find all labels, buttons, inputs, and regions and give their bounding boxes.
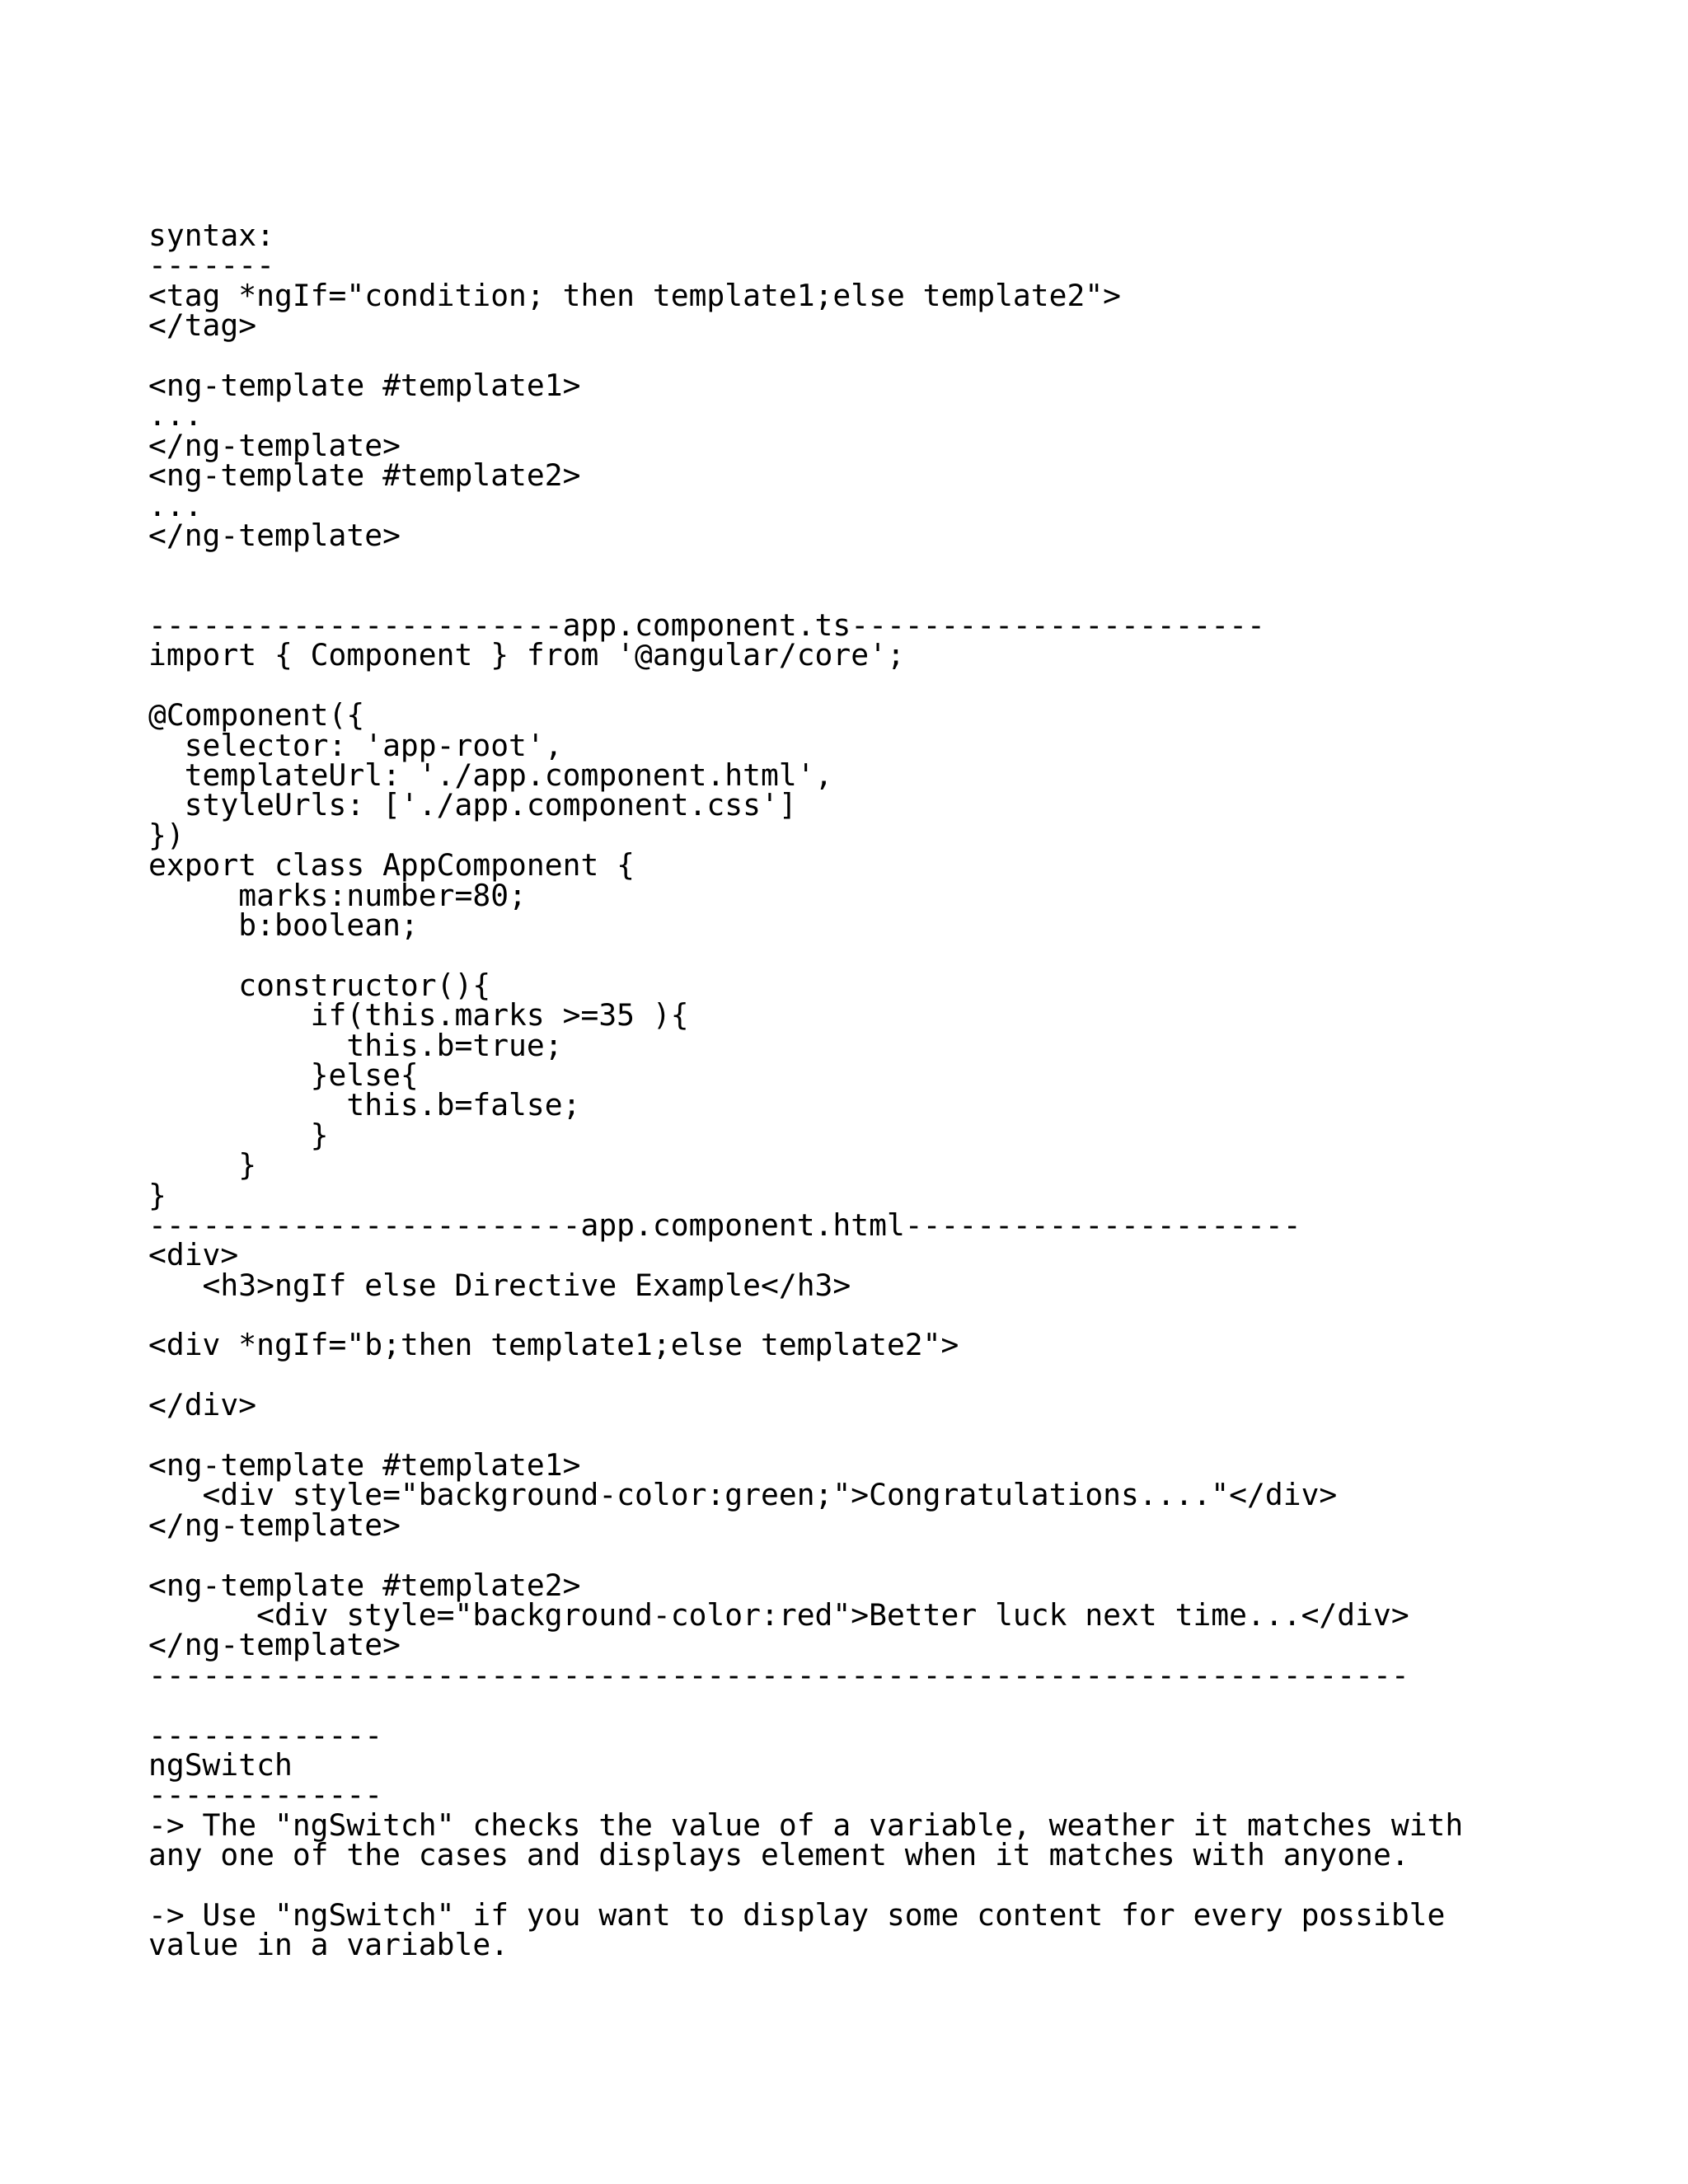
document-line <box>148 1690 1463 1720</box>
document-line: @Component({ <box>148 697 365 733</box>
document-line: -> The "ngSwitch" checks the value of a variable, weather it matches with <box>148 1807 1464 1843</box>
document-text <box>148 218 1464 1963</box>
document-line: ngSwitch <box>148 1746 293 1783</box>
document-line: }) <box>148 817 185 853</box>
document-line: } <box>148 1147 257 1183</box>
document-line: <h3>ngIf else Directive Example</h3> <box>148 1267 851 1303</box>
document-line <box>148 1870 1463 1900</box>
document-line: } <box>148 1177 166 1213</box>
document-line: -----------------------app.component.ts----------------------- <box>148 607 1265 644</box>
document-line <box>148 1361 1463 1390</box>
document-line: import { Component } from '@angular/core'; <box>148 637 905 673</box>
document-line: <div style="background-color:green;">Congratulations...."</div> <box>148 1477 1338 1513</box>
document-line <box>148 940 1463 970</box>
document-line: ------- <box>148 247 274 284</box>
document-line: selector: 'app-root', <box>148 727 563 763</box>
document-line: marks:number=80; <box>148 877 527 913</box>
document-line: <ng-template #template2> <box>148 1567 581 1603</box>
document-line <box>148 581 1463 611</box>
document-line: ---------------------------------------------------------------------- <box>148 1657 1409 1693</box>
document-line <box>148 341 1463 371</box>
document-line: ------------- <box>148 1717 383 1753</box>
document-line: </ng-template> <box>148 1627 401 1663</box>
document-line: ... <box>148 397 203 434</box>
document-line: <ng-template #template1> <box>148 367 581 403</box>
document-line: </div> <box>148 1387 257 1423</box>
document-line <box>148 1301 1463 1330</box>
document-line: </ng-template> <box>148 517 401 553</box>
document-line: constructor(){ <box>148 967 491 1003</box>
document-line: styleUrls: ['./app.component.css'] <box>148 787 797 823</box>
document-line: export class AppComponent { <box>148 847 635 883</box>
document-line: this.b=true; <box>148 1027 563 1063</box>
document-line: </ng-template> <box>148 1507 401 1543</box>
document-line <box>148 671 1463 701</box>
document-line: templateUrl: './app.component.html', <box>148 757 833 794</box>
document-line: <div> <box>148 1237 239 1273</box>
document-line: any one of the cases and displays element when it matches with anyone. <box>148 1837 1409 1873</box>
document-line: syntax: <box>148 218 274 253</box>
document-line: this.b=false; <box>148 1087 581 1123</box>
document-line: <tag *ngIf="condition; then template1;else template2"> <box>148 277 1122 313</box>
document-line: value in a variable. <box>148 1927 509 1963</box>
document-line: </ng-template> <box>148 427 401 463</box>
document-line: ... <box>148 487 203 523</box>
document-line <box>148 1421 1463 1451</box>
document-line: ------------- <box>148 1777 383 1813</box>
document-line: <div *ngIf="b;then template1;else template2"> <box>148 1327 959 1363</box>
document-line: <ng-template #template2> <box>148 457 581 494</box>
document-line: -> Use "ngSwitch" if you want to display some content for every possible <box>148 1896 1446 1933</box>
document-line: <ng-template #template1> <box>148 1447 581 1483</box>
document-line: }else{ <box>148 1057 419 1093</box>
document-line: if(this.marks >=35 ){ <box>148 997 689 1033</box>
document-line: </tag> <box>148 307 257 344</box>
document-line: } <box>148 1117 329 1153</box>
document-line <box>148 551 1463 580</box>
document-line <box>148 1540 1463 1570</box>
document-line: b:boolean; <box>148 907 419 943</box>
document-line: <div style="background-color:red">Better luck next time...</div> <box>148 1596 1409 1633</box>
document-line: ------------------------app.component.html---------------------- <box>148 1207 1301 1243</box>
